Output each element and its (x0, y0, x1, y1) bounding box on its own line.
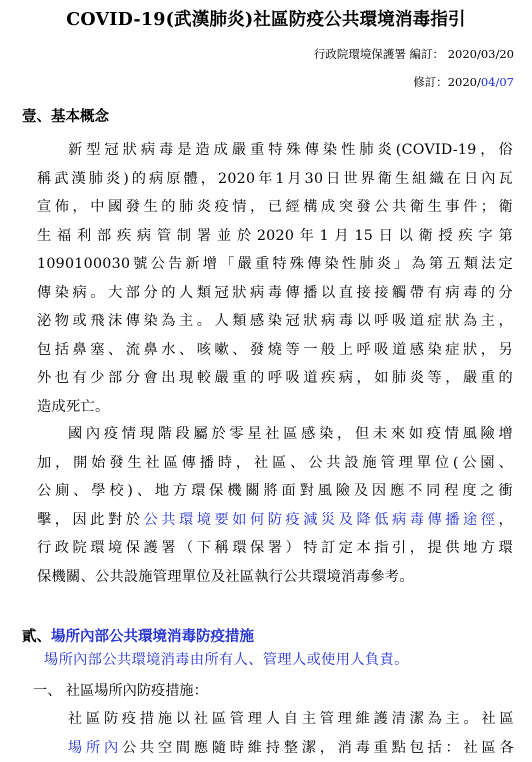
highlighted-phrase: 公共環境要如何防疫減災及降低病毒傳播途徑 (144, 512, 499, 528)
item-one-paragraph (68, 705, 514, 762)
para1-line: 包括鼻塞、流鼻水、咳嗽、發燒等一般上呼吸道感染症狀，另 (37, 336, 513, 365)
para2-line: 公廁、學校)、地方環保機關將面對風險及因應不同程度之衝 (37, 477, 513, 506)
revise-label: 修訂： (413, 75, 448, 89)
para2-line4-suffix: ， (498, 512, 513, 528)
section2-subheading: 場所內部公共環境消毒由所有人、管理人或使用人負責。 (44, 649, 409, 669)
para3-line: 社區防疫措施以社區管理人自主管理維護清潔為主。社區 (68, 705, 514, 734)
para1-line: 生福利部疾病管制署並於2020年1月15日以衛授疾字第 (37, 222, 513, 251)
section1-heading: 壹、基本概念 (22, 105, 109, 126)
item-one-heading: 一、 社區場所內防疫措施： (33, 680, 208, 700)
para1-line: 外也有少部分會出現較嚴重的呼吸道疾病，如肺炎等，嚴重的 (37, 364, 513, 393)
para2-line: 加，開始發生社區傳播時，社區、公共設施管理單位(公園、 (37, 449, 513, 478)
section2-heading-title: 場所內部公共環境消毒防疫措施 (51, 628, 254, 645)
revise-info (413, 74, 514, 90)
para2-line: 行政院環境保護署（下稱環保署）特訂定本指引，提供地方環 (37, 534, 513, 563)
para3-line2-rest: 公共空間應隨時維持整潔，消毒重點包括：社區各 (122, 740, 514, 756)
para2-line (37, 506, 513, 535)
revise-date-suffix: 04/07 (481, 75, 514, 89)
para1-line: 宣佈，中國發生的肺炎疫情，已經構成突發公共衛生事件；衛 (37, 193, 513, 222)
highlighted-place: 場所內 (68, 740, 122, 756)
section1-paragraph2 (37, 420, 513, 591)
para1-line: 新型冠狀病毒是造成嚴重特殊傳染性肺炎(COVID-19，俗 (37, 136, 513, 165)
revise-date-prefix: 2020/ (448, 75, 481, 89)
para1-line: 造成死亡。 (37, 393, 513, 422)
section2-heading (22, 625, 254, 646)
para1-line: 稱武漢肺炎)的病原體，2020年1月30日世界衛生組織在日內瓦 (37, 165, 513, 194)
para1-line: 傳染病。大部分的人類冠狀病毒傳播以直接接觸帶有病毒的分 (37, 279, 513, 308)
edit-info (314, 46, 514, 62)
para1-line: 泌物或飛沫傳染為主。人類感染冠狀病毒以呼吸道症狀為主， (37, 307, 513, 336)
para2-line: 國內疫情現階段屬於零星社區感染，但未來如疫情風險增 (37, 420, 513, 449)
editor-label: 行政院環境保護署 編訂： (314, 47, 444, 61)
para2-line4-prefix: 擊，因此對於 (37, 512, 144, 528)
section1-paragraph1 (37, 136, 513, 421)
document-title: COVID-19(武漢肺炎)社區防疫公共環境消毒指引 (0, 6, 532, 31)
section2-heading-prefix: 貳、 (22, 628, 51, 645)
para1-line: 1090100030號公告新增「嚴重特殊傳染性肺炎」為第五類法定 (37, 250, 513, 279)
edit-date: 2020/03/20 (448, 47, 514, 61)
para2-line: 保機關、公共設施管理單位及社區執行公共環境消毒參考。 (37, 563, 513, 592)
para3-line (68, 734, 514, 762)
